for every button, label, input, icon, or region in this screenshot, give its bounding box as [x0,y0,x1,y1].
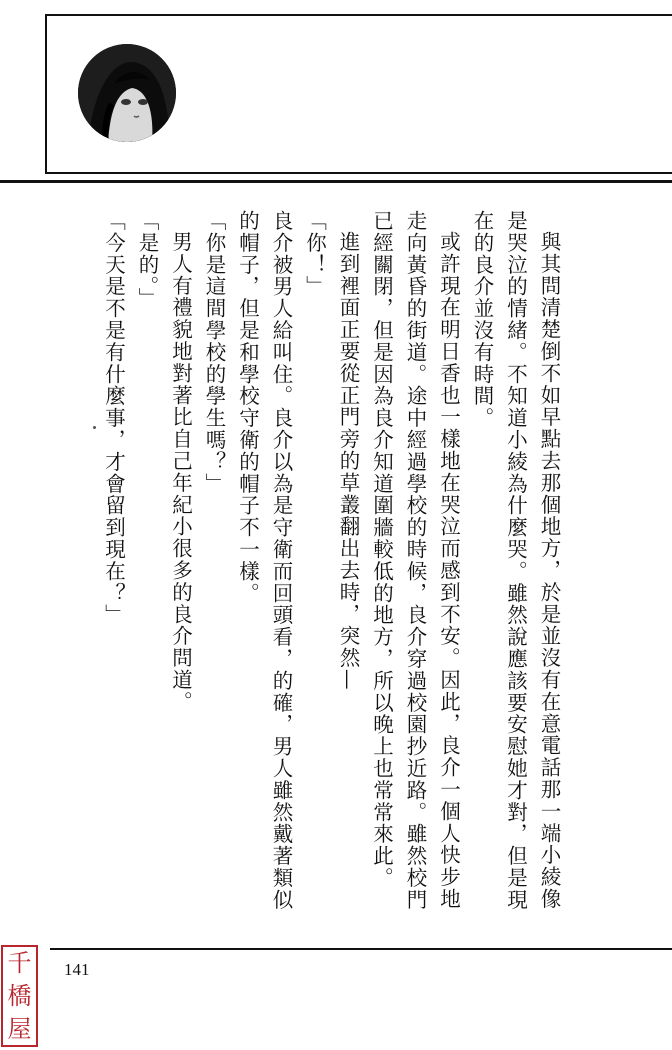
dialogue-line: 「是的。」 [135,210,159,310]
paragraph: 男人有禮貌地對著比自己年紀小很多的良介問道。 [168,230,193,713]
dialogue-line: 「你！」 [302,210,327,298]
paragraph: 良介被男人給叫住。良介以為是守衛而回頭看，的確，男人雖然戴著類似的帽子，但是和學校守衛的帽子不一樣。 [235,210,293,911]
dialogue-line: 「你是這間學校的學生嗎？」 [202,210,226,495]
page-number: 141 [64,960,90,979]
paragraph: 或許現在明日香也一樣地在哭泣而感到不安。因此，良介一個人快步地走向黃昏的街道。途中經過學校的時候，良介穿過校園抄近路。雖然校門已經關閉，但是因為良介知道圍牆較低的地方，所以晚上也常常來此。 [369,210,461,911]
scan-speck [93,426,96,429]
publisher-seal-stamp [1,945,38,1047]
seal-glyph: 千 [7,949,32,978]
character-portrait-image [78,44,176,142]
paragraph: 進到裡面正要從正門旁的草叢翻出去時，突然— [336,230,360,691]
novel-body-text [95,210,565,930]
header-divider [0,180,672,183]
paragraph: 與其問清楚倒不如早點去那個地方，於是並沒有在意電話那一端小綾像是哭泣的情緒。不知道小綾為什麼哭。雖然說應該要安慰她才對，但是現在的良介並沒有時間。 [470,210,561,911]
seal-glyph: 橋 [7,981,32,1010]
footer-divider [50,948,672,950]
seal-glyph: 屋 [7,1014,32,1043]
dialogue-line: 「今天是不是有什麼事，才會留到現在？」 [101,210,126,627]
